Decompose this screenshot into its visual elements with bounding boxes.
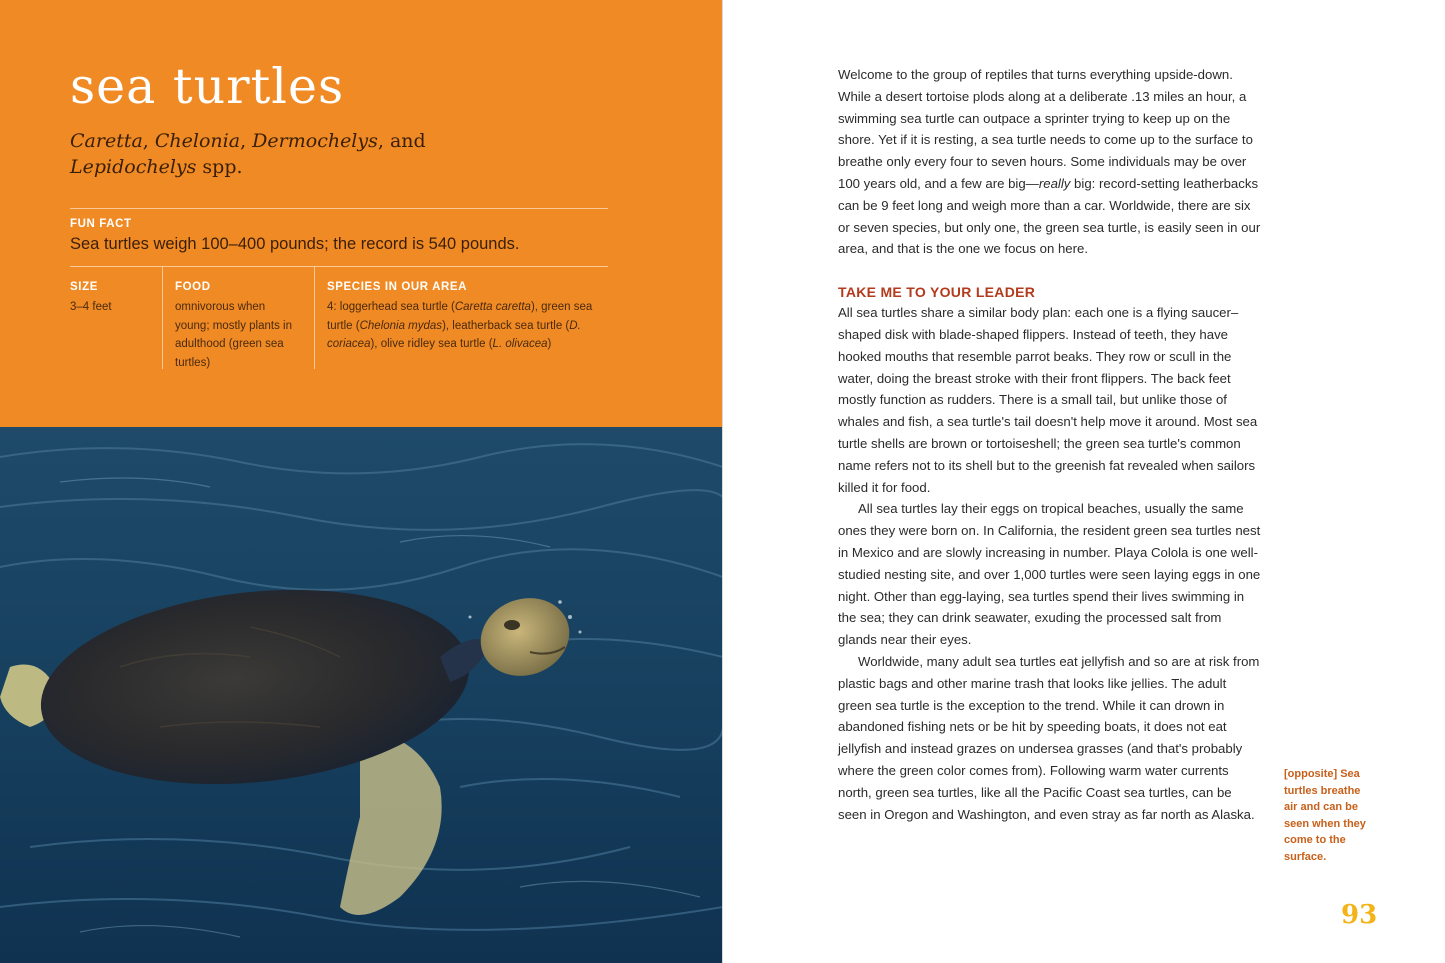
paragraph: Worldwide, many adult sea turtles eat jellyfish and so are at risk from plastic bags and other marine trash that looks like jellies. The adult green sea turtle is the exception to the trend. While it can drown in abandoned fishing nets or be hit by speeding boats, it does not eat jellyfish and instead grazes on undersea grasses (and that's probably where the green color comes from). Following warm water currents north, green sea turtles, like all the Pacific Coast sea turtles, can be seen in Oregon and Washington, and even stray as far north as Alaska. xyxy=(838,653,1260,822)
paragraph: All sea turtles lay their eggs on tropical beaches, usually the same ones they were born on. In California, the resident green sea turtles nest in Mexico and are slowly increasing in number. Playa Colola is one well-studied nesting site, and over 1,000 turtles were seen laying eggs in one night. Other than egg-laying, sea turtles spend their lives swimming in the sea; they can drink seawater, exuding the processed salt from glands near their eyes. xyxy=(838,501,1261,648)
paragraph-text: Welcome to the group of reptiles that turns everything upside-down. While a desert tortoise plods along at a deliberate .13 miles an hour, a swimming sea turtle can outpace a sprinter trying to keep up on the shore. Yet if it is resting, a sea turtle needs to come up to the surface to breathe only every four to seven hours. Some individuals may be over 100 years old, and a few are big— xyxy=(838,67,1253,191)
species-text: 4: loggerhead sea turtle ( xyxy=(327,301,455,313)
species-text: ), olive ridley sea turtle ( xyxy=(370,338,493,350)
scientific-names xyxy=(70,128,570,180)
sci-spp: spp. xyxy=(196,156,243,178)
size-column xyxy=(70,281,155,317)
food-value: omnivorous when young; mostly plants in adulthood (green sea turtles) xyxy=(175,301,292,369)
page-number: 93 xyxy=(1341,900,1378,930)
species-value xyxy=(327,298,602,354)
species-text: ), leatherback sea turtle ( xyxy=(442,319,570,332)
species-column xyxy=(327,281,602,354)
species-latin: L. olivacea xyxy=(492,338,548,350)
divider xyxy=(70,266,608,267)
species-text: ), green sea turtle ( xyxy=(327,301,593,332)
genus-chelonia: Chelonia xyxy=(154,130,241,152)
orange-info-panel xyxy=(0,0,723,427)
column-divider xyxy=(314,267,315,369)
genus-dermochelys: Dermochelys xyxy=(252,130,378,152)
food-label: FOOD xyxy=(175,281,211,293)
species-text: ) xyxy=(547,338,552,350)
sci-separator: , xyxy=(142,130,155,152)
paragraph: All sea turtles share a similar body plan: each one is a flying saucer–shaped disk with blade-shaped flippers. Instead of teeth, they have hooked mouths that resemble parrot beaks. They row or scull in the water, doing the breast stroke with their front flippers. The back feet mostly function as rudders. There is a small tail, but unlike those of whales and fish, a sea turtle's tail doesn't help move it around. Most sea turtle shells are brown or tortoiseshell; the green sea turtle's common name refers not to its shell but to the greenish fat revealed when sailors killed it for food. xyxy=(838,305,1258,495)
genus-lepidochelys: Lepidochelys xyxy=(70,156,197,178)
body-text xyxy=(838,64,1263,825)
food-column xyxy=(175,281,300,372)
species-latin: Chelonia mydas xyxy=(359,319,443,332)
section-heading: TAKE ME TO YOUR LEADER xyxy=(838,284,1036,301)
sci-and: , and xyxy=(377,130,426,152)
fun-fact-label: FUN FACT xyxy=(70,218,132,230)
fun-fact-text: Sea turtles weigh 100–400 pounds; the record is 540 pounds. xyxy=(70,235,520,253)
divider xyxy=(70,208,608,209)
paragraph-text: big: record-setting leatherbacks can be 9 feet long and weigh more than a car. Worldwide, there are six or seven species, but only one, the green sea turtle, is easily seen in our area, and that is the one we focus on here. xyxy=(838,175,1261,257)
paragraph xyxy=(838,64,1263,260)
size-label: SIZE xyxy=(70,281,98,293)
photo-caption: [opposite] Sea turtles breathe air and can be seen when they come to the surface. xyxy=(1284,768,1366,863)
species-label: SPECIES IN OUR AREA xyxy=(327,281,468,293)
genus-caretta: Caretta xyxy=(70,130,143,152)
species-latin: D. coriacea xyxy=(327,319,581,350)
page-title: sea turtles xyxy=(70,58,345,115)
emphasis: really xyxy=(1038,175,1071,191)
column-divider xyxy=(162,267,163,369)
sci-separator: , xyxy=(240,130,253,152)
species-latin: Caretta caretta xyxy=(454,301,531,313)
size-value: 3–4 feet xyxy=(70,301,112,313)
turtle-illustration xyxy=(0,427,723,963)
sea-turtle-photo xyxy=(0,427,723,963)
